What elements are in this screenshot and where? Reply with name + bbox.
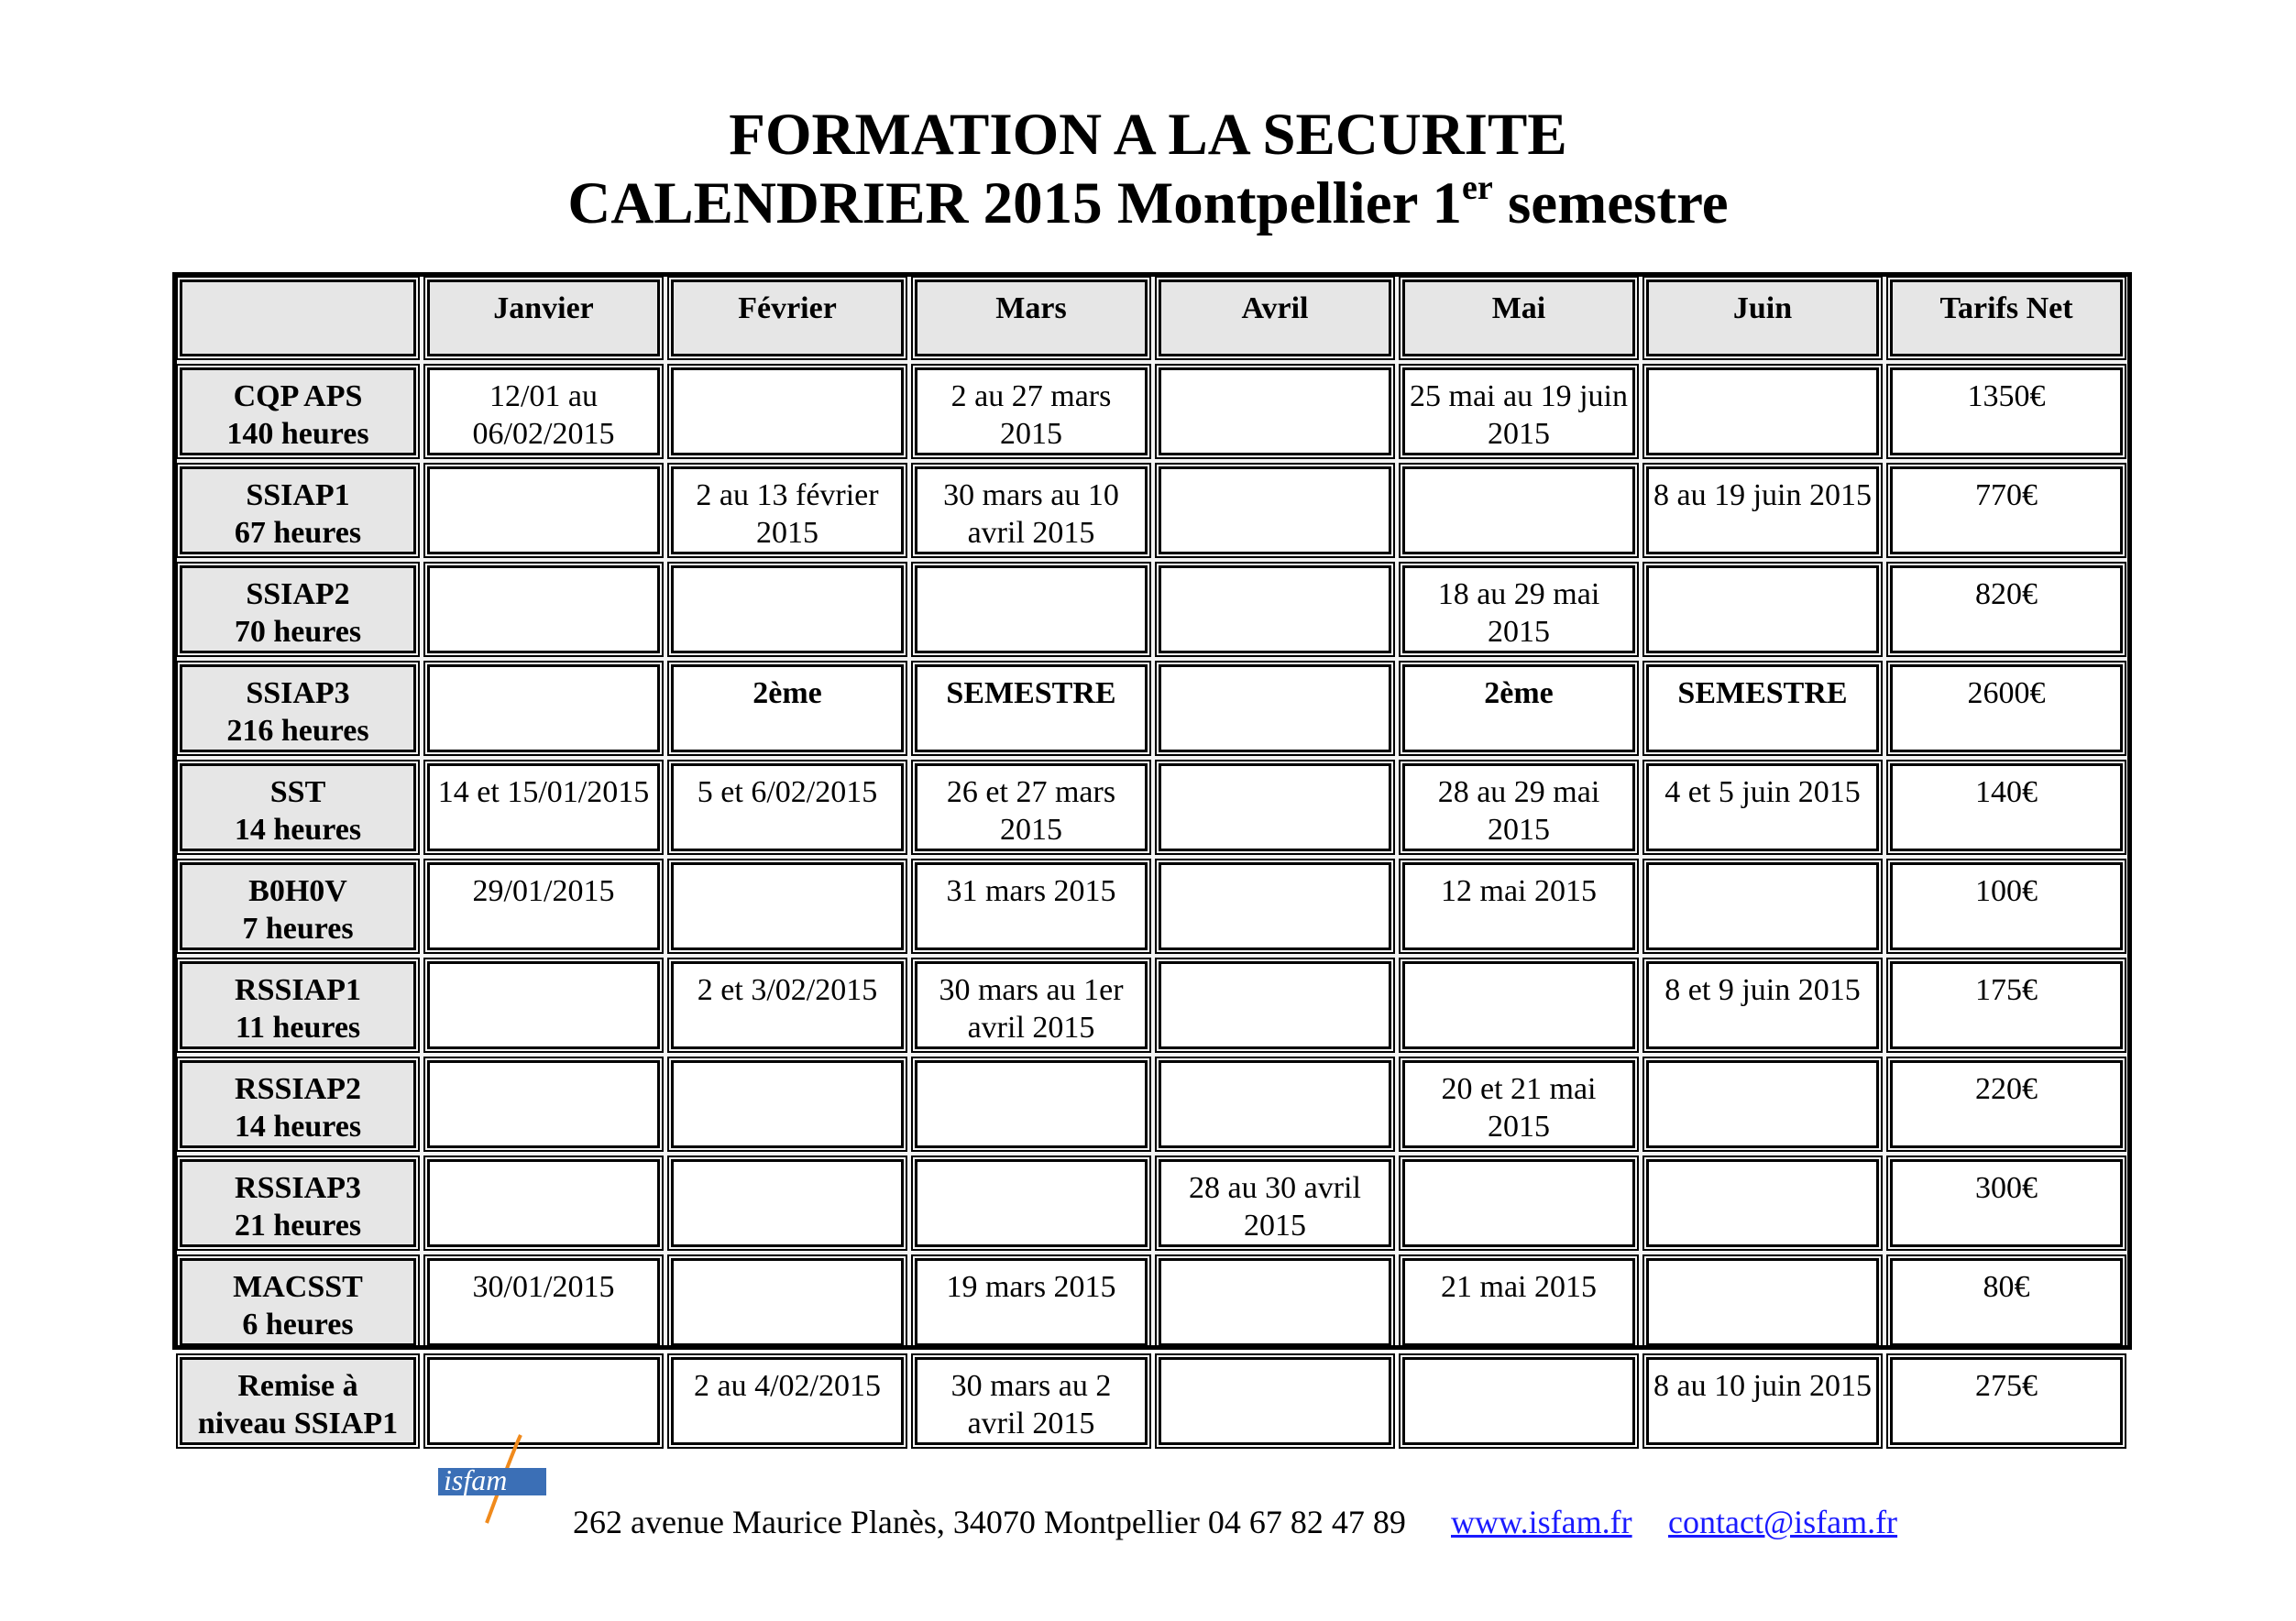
course-hours: 140 heures <box>226 417 369 451</box>
price-cell: 275€ <box>1890 1357 2123 1445</box>
date-cell: 30 mars au 10 avril 2015 <box>915 466 1148 554</box>
course-name-cell <box>180 466 416 554</box>
header-cell: Juin <box>1646 279 1879 356</box>
date-cell <box>1402 961 1635 1049</box>
date-cell <box>1402 1357 1635 1445</box>
course-hours: 14 heures <box>234 813 362 847</box>
course-hours: 14 heures <box>234 1110 362 1144</box>
date-cell <box>427 466 660 554</box>
date-cell: 8 au 19 juin 2015 <box>1646 466 1879 554</box>
date-cell: 4 et 5 juin 2015 <box>1646 763 1879 851</box>
date-cell: 28 au 29 mai 2015 <box>1402 763 1635 851</box>
date-cell <box>1646 367 1879 455</box>
date-cell: 30/01/2015 <box>427 1258 660 1346</box>
document-subtitle: CALENDRIER 2015 Montpellier 1er semestre <box>567 169 1729 236</box>
header-cell: Février <box>671 279 904 356</box>
date-cell <box>1646 1060 1879 1148</box>
date-cell <box>671 1060 904 1148</box>
date-cell: 8 au 10 juin 2015 <box>1646 1357 1879 1445</box>
course-name-cell <box>180 367 416 455</box>
date-cell: 2ème <box>1402 664 1635 752</box>
date-cell: 2 au 13 février 2015 <box>671 466 904 554</box>
date-cell: 26 et 27 mars 2015 <box>915 763 1148 851</box>
course-name: CQP APS <box>233 379 363 413</box>
date-cell <box>1646 565 1879 653</box>
date-cell <box>1402 1159 1635 1247</box>
date-cell: 31 mars 2015 <box>915 862 1148 950</box>
footer-address: 262 avenue Maurice Planès, 34070 Montpellier 04 67 82 47 89 <box>573 1504 1406 1540</box>
course-name-cell <box>180 1159 416 1247</box>
date-cell: 19 mars 2015 <box>915 1258 1148 1346</box>
price-cell: 2600€ <box>1890 664 2123 752</box>
course-hours: 216 heures <box>226 714 369 748</box>
table-body <box>180 367 2123 1445</box>
date-cell: 18 au 29 mai 2015 <box>1402 565 1635 653</box>
course-name: Remise à <box>237 1369 358 1403</box>
course-name-cell <box>180 1258 416 1346</box>
price-cell: 220€ <box>1890 1060 2123 1148</box>
header-cell: Avril <box>1159 279 1391 356</box>
course-hours: 7 heures <box>242 912 354 946</box>
course-hours: 21 heures <box>234 1209 362 1243</box>
price-cell: 80€ <box>1890 1258 2123 1346</box>
course-name-cell <box>180 862 416 950</box>
price-cell: 300€ <box>1890 1159 2123 1247</box>
date-cell: 2 et 3/02/2015 <box>671 961 904 1049</box>
course-name-cell <box>180 565 416 653</box>
table-row <box>180 466 2123 554</box>
date-cell <box>1159 664 1391 752</box>
date-cell: 28 au 30 avril 2015 <box>1159 1159 1391 1247</box>
website-link[interactable]: www.isfam.fr <box>1451 1504 1632 1540</box>
date-cell <box>671 367 904 455</box>
date-cell <box>915 1060 1148 1148</box>
price-cell: 140€ <box>1890 763 2123 851</box>
date-cell <box>671 565 904 653</box>
date-cell <box>1159 1258 1391 1346</box>
date-cell: 20 et 21 mai 2015 <box>1402 1060 1635 1148</box>
course-name-cell <box>180 763 416 851</box>
date-cell: 2 au 27 mars 2015 <box>915 367 1148 455</box>
course-hours: 6 heures <box>242 1308 354 1342</box>
date-cell <box>1159 862 1391 950</box>
price-cell: 175€ <box>1890 961 2123 1049</box>
date-cell: SEMESTRE <box>1646 664 1879 752</box>
table-row <box>180 763 2123 851</box>
price-cell: 100€ <box>1890 862 2123 950</box>
price-cell: 820€ <box>1890 565 2123 653</box>
date-cell: 2 au 4/02/2015 <box>671 1357 904 1445</box>
email-link[interactable]: contact@isfam.fr <box>1668 1504 1898 1540</box>
table-row <box>180 1258 2123 1346</box>
date-cell <box>427 565 660 653</box>
date-cell: 5 et 6/02/2015 <box>671 763 904 851</box>
date-cell <box>1159 466 1391 554</box>
course-hours: 67 heures <box>234 516 362 550</box>
header-cell: Tarifs Net <box>1890 279 2123 356</box>
date-cell: 30 mars au 1er avril 2015 <box>915 961 1148 1049</box>
course-hours: 70 heures <box>234 615 362 649</box>
header-cell: Mai <box>1402 279 1635 356</box>
course-name-cell <box>180 1060 416 1148</box>
header-cell: Mars <box>915 279 1148 356</box>
course-name: B0H0V <box>248 874 347 908</box>
course-name: MACSST <box>233 1270 363 1304</box>
date-cell <box>1159 565 1391 653</box>
course-name: SSIAP2 <box>246 577 350 611</box>
logo-text: isfam <box>444 1463 508 1496</box>
date-cell: 12/01 au 06/02/2015 <box>427 367 660 455</box>
header-corner-cell <box>180 279 416 356</box>
course-name: RSSIAP2 <box>235 1072 361 1106</box>
course-name-cell <box>180 961 416 1049</box>
table-row <box>180 1060 2123 1148</box>
date-cell <box>671 862 904 950</box>
course-name: RSSIAP1 <box>235 973 361 1007</box>
date-cell: 12 mai 2015 <box>1402 862 1635 950</box>
course-name-cell <box>180 664 416 752</box>
table-row <box>180 664 2123 752</box>
course-name: SSIAP3 <box>246 676 350 710</box>
date-cell: 8 et 9 juin 2015 <box>1646 961 1879 1049</box>
course-name: SST <box>269 775 326 809</box>
date-cell <box>427 1159 660 1247</box>
table-row <box>180 961 2123 1049</box>
date-cell: SEMESTRE <box>915 664 1148 752</box>
price-cell: 770€ <box>1890 466 2123 554</box>
table-row <box>180 367 2123 455</box>
course-hours: niveau SSIAP1 <box>197 1407 399 1440</box>
schedule-table <box>169 268 2134 1456</box>
date-cell: 21 mai 2015 <box>1402 1258 1635 1346</box>
table-row <box>180 1159 2123 1247</box>
date-cell <box>1402 466 1635 554</box>
date-cell <box>1646 862 1879 950</box>
date-cell <box>1646 1258 1879 1346</box>
date-cell <box>915 565 1148 653</box>
date-cell <box>1159 961 1391 1049</box>
isfam-logo <box>436 1431 551 1528</box>
date-cell <box>427 1060 660 1148</box>
date-cell <box>671 1159 904 1247</box>
date-cell <box>671 1258 904 1346</box>
date-cell: 29/01/2015 <box>427 862 660 950</box>
date-cell <box>1159 1060 1391 1148</box>
course-hours: 11 heures <box>235 1011 361 1045</box>
date-cell <box>1159 367 1391 455</box>
date-cell <box>1159 763 1391 851</box>
header-cell: Janvier <box>427 279 660 356</box>
date-cell: 30 mars au 2 avril 2015 <box>915 1357 1148 1445</box>
price-cell: 1350€ <box>1890 367 2123 455</box>
course-name: SSIAP1 <box>246 478 350 512</box>
table-row <box>180 862 2123 950</box>
course-name-cell <box>180 1357 416 1445</box>
date-cell: 14 et 15/01/2015 <box>427 763 660 851</box>
date-cell <box>1646 1159 1879 1247</box>
date-cell <box>915 1159 1148 1247</box>
date-cell: 2ème <box>671 664 904 752</box>
date-cell <box>1159 1357 1391 1445</box>
date-cell: 25 mai au 19 juin 2015 <box>1402 367 1635 455</box>
course-name: RSSIAP3 <box>235 1171 361 1205</box>
date-cell <box>427 664 660 752</box>
header-row <box>180 279 2123 356</box>
table-row <box>180 565 2123 653</box>
date-cell <box>427 961 660 1049</box>
document-title: FORMATION A LA SECURITE <box>729 102 1567 168</box>
